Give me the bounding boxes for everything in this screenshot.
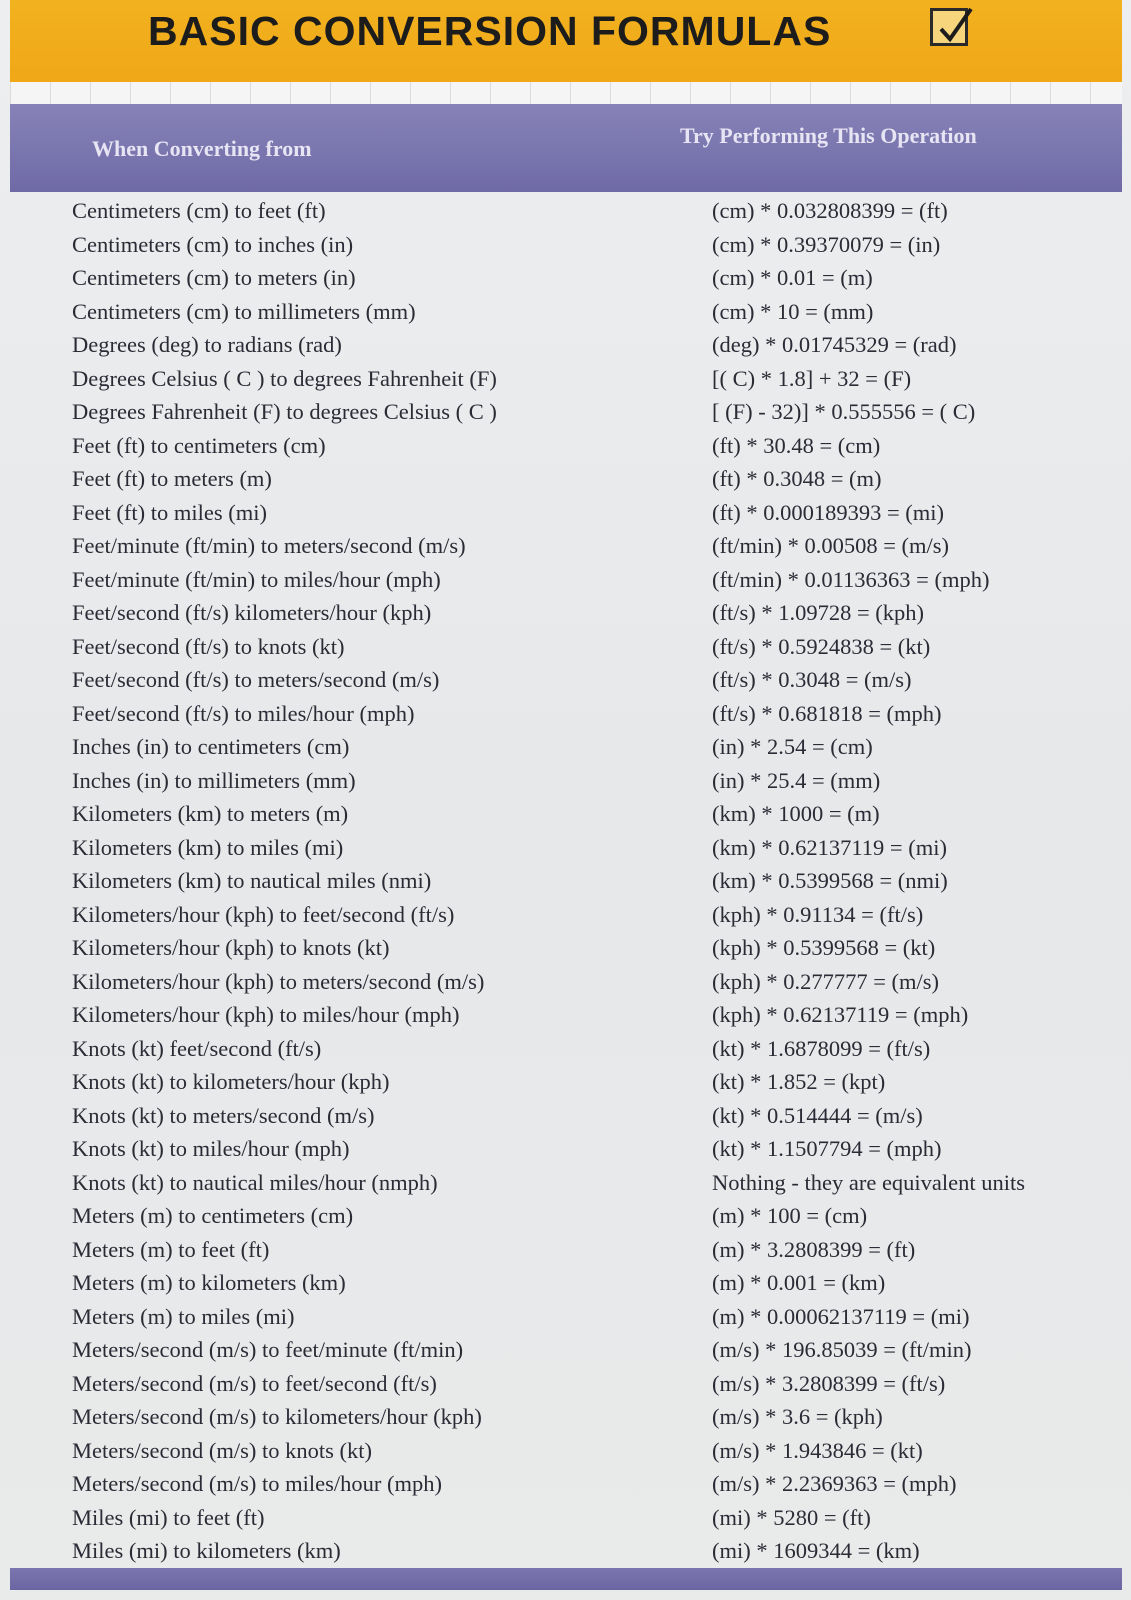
table-row — [0, 533, 1131, 566]
conversion-from: Meters/second (m/s) to miles/hour (mph) — [72, 1471, 442, 1496]
table-row — [0, 1505, 1131, 1538]
conversion-from: Degrees (deg) to radians (rad) — [72, 332, 342, 357]
conversion-operation: (kt) * 1.1507794 = (mph) — [712, 1136, 942, 1161]
table-row — [0, 1170, 1131, 1203]
bottom-band — [10, 1568, 1122, 1590]
table-row — [0, 1136, 1131, 1169]
table-row — [0, 768, 1131, 801]
conversion-from: Meters/second (m/s) to feet/minute (ft/min) — [72, 1337, 464, 1362]
table-row — [0, 1069, 1131, 1102]
table-row — [0, 1538, 1131, 1571]
conversion-operation: (m) * 100 = (cm) — [712, 1203, 868, 1228]
conversion-operation: (kt) * 1.6878099 = (ft/s) — [712, 1035, 931, 1061]
conversion-from: Feet/second (ft/s) to knots (kt) — [72, 633, 345, 659]
conversion-operation: (m/s) * 1.943846 = (kt) — [712, 1437, 923, 1463]
conversion-from: Meters (m) to feet (ft) — [72, 1236, 270, 1262]
conversion-operation: (ft/min) * 0.01136363 = (mph) — [712, 566, 990, 592]
conversion-operation: (mi) * 1609344 = (km) — [712, 1538, 920, 1563]
conversion-from: Meters/second (m/s) to knots (kt) — [72, 1437, 372, 1463]
conversion-operation: (km) * 1000 = (m) — [712, 801, 880, 826]
page-title: BASIC CONVERSION FORMULAS — [148, 8, 832, 54]
table-row — [0, 500, 1131, 533]
conversion-from: Kilometers/hour (kph) to miles/hour (mph) — [72, 1002, 460, 1027]
conversion-from: Degrees Celsius ( C ) to degrees Fahrenheit (F) — [72, 365, 497, 391]
conversion-operation: (in) * 2.54 = (cm) — [712, 734, 873, 759]
conversion-from: Meters (m) to centimeters (cm) — [72, 1203, 354, 1228]
table-row — [0, 667, 1131, 700]
conversion-operation: (m/s) * 3.6 = (kph) — [712, 1404, 883, 1429]
conversion-operation: (ft/s) * 1.09728 = (kph) — [712, 600, 925, 625]
table-row — [0, 902, 1131, 935]
conversion-from: Centimeters (cm) to millimeters (mm) — [72, 298, 416, 324]
table-row — [0, 198, 1131, 231]
conversion-from: Miles (mi) to kilometers (km) — [72, 1538, 341, 1563]
conversion-from: Meters (m) to miles (mi) — [72, 1303, 295, 1329]
conversion-operation: (m/s) * 196.85039 = (ft/min) — [712, 1337, 972, 1362]
table-row — [0, 1404, 1131, 1437]
table-row — [0, 1304, 1131, 1337]
conversion-from: Kilometers/hour (kph) to meters/second (m/s) — [72, 968, 485, 994]
conversion-from: Kilometers/hour (kph) to feet/second (ft/s) — [72, 901, 455, 927]
conversion-from: Degrees Fahrenheit (F) to degrees Celsius ( C ) — [72, 399, 497, 424]
conversion-operation: (mi) * 5280 = (ft) — [712, 1504, 871, 1530]
conversion-from: Centimeters (cm) to inches (in) — [72, 231, 354, 257]
conversion-from: Meters/second (m/s) to kilometers/hour (kph) — [72, 1404, 482, 1429]
conversion-operation: (cm) * 10 = (mm) — [712, 298, 874, 324]
conversion-operation: (m) * 0.001 = (km) — [712, 1270, 886, 1295]
conversion-operation: (kt) * 1.852 = (kpt) — [712, 1069, 886, 1094]
table-row — [0, 935, 1131, 968]
conversion-operation: (deg) * 0.01745329 = (rad) — [712, 332, 957, 357]
table-row — [0, 1237, 1131, 1270]
conversion-operation: (m/s) * 2.2369363 = (mph) — [712, 1471, 957, 1496]
conversion-operation: (in) * 25.4 = (mm) — [712, 767, 881, 793]
conversion-from: Feet (ft) to meters (m) — [72, 466, 272, 491]
conversion-from: Knots (kt) to miles/hour (mph) — [72, 1136, 350, 1161]
conversion-from: Kilometers (km) to nautical miles (nmi) — [72, 868, 432, 893]
table-row — [0, 1002, 1131, 1035]
conversion-from: Feet (ft) to miles (mi) — [72, 499, 267, 525]
column-header-from: When Converting from — [92, 136, 312, 161]
table-row — [0, 1471, 1131, 1504]
conversion-from: Knots (kt) to meters/second (m/s) — [72, 1102, 375, 1128]
conversion-from: Centimeters (cm) to meters (in) — [72, 265, 356, 290]
table-row — [0, 1270, 1131, 1303]
conversion-operation: [ (F) - 32)] * 0.555556 = ( C) — [712, 399, 976, 424]
table-row — [0, 567, 1131, 600]
conversion-operation: (ft/s) * 0.5924838 = (kt) — [712, 633, 931, 659]
table-row — [0, 835, 1131, 868]
conversion-from: Miles (mi) to feet (ft) — [72, 1504, 265, 1530]
conversion-from: Kilometers (km) to meters (m) — [72, 801, 349, 826]
table-row — [0, 1203, 1131, 1236]
table-row — [0, 265, 1131, 298]
conversion-from: Feet/second (ft/s) to meters/second (m/s) — [72, 667, 440, 692]
conversion-operation: (ft/s) * 0.681818 = (mph) — [712, 700, 942, 726]
column-header-operation: Try Performing This Operation — [680, 123, 977, 148]
conversion-from: Feet/second (ft/s) to miles/hour (mph) — [72, 700, 415, 726]
table-row — [0, 701, 1131, 734]
conversion-operation: (kph) * 0.62137119 = (mph) — [712, 1002, 969, 1027]
conversion-operation: (kt) * 0.514444 = (m/s) — [712, 1102, 923, 1128]
conversion-from: Meters (m) to kilometers (km) — [72, 1270, 346, 1295]
table-row — [0, 634, 1131, 667]
conversion-operation: (cm) * 0.01 = (m) — [712, 265, 873, 290]
conversion-operation: (ft) * 0.3048 = (m) — [712, 466, 882, 491]
conversion-from: Inches (in) to centimeters (cm) — [72, 734, 350, 759]
conversion-from: Feet/second (ft/s) kilometers/hour (kph) — [72, 600, 432, 625]
conversion-operation: (m) * 3.2808399 = (ft) — [712, 1236, 916, 1262]
conversion-operation: (kph) * 0.277777 = (m/s) — [712, 968, 940, 994]
conversion-from: Inches (in) to millimeters (mm) — [72, 767, 356, 793]
table-row — [0, 299, 1131, 332]
grid-strip — [10, 82, 1122, 104]
conversion-from: Knots (kt) feet/second (ft/s) — [72, 1035, 322, 1061]
conversion-from: Feet/minute (ft/min) to miles/hour (mph) — [72, 566, 441, 592]
conversion-operation: (kph) * 0.5399568 = (kt) — [712, 935, 936, 960]
conversion-from: Knots (kt) to nautical miles/hour (nmph) — [72, 1169, 438, 1195]
conversion-from: Meters/second (m/s) to feet/second (ft/s) — [72, 1370, 437, 1396]
conversion-from: Kilometers/hour (kph) to knots (kt) — [72, 935, 390, 960]
table-row — [0, 332, 1131, 365]
table-row — [0, 1371, 1131, 1404]
conversion-operation: (m) * 0.00062137119 = (mi) — [712, 1303, 970, 1329]
table-row — [0, 969, 1131, 1002]
table-row — [0, 868, 1131, 901]
table-row — [0, 734, 1131, 767]
conversion-operation: (km) * 0.62137119 = (mi) — [712, 834, 947, 860]
conversion-operation: (cm) * 0.39370079 = (in) — [712, 231, 941, 257]
table-row — [0, 1103, 1131, 1136]
table-row — [0, 600, 1131, 633]
table-row — [0, 399, 1131, 432]
conversion-operation: (m/s) * 3.2808399 = (ft/s) — [712, 1370, 946, 1396]
conversion-operation: (km) * 0.5399568 = (nmi) — [712, 868, 948, 893]
conversion-from: Centimeters (cm) to feet (ft) — [72, 198, 326, 223]
conversion-operation: (ft) * 30.48 = (cm) — [712, 432, 881, 458]
conversion-operation: [( C) * 1.8] + 32 = (F) — [712, 365, 912, 391]
table-row — [0, 232, 1131, 265]
table-row — [0, 1337, 1131, 1370]
table-row — [0, 1036, 1131, 1069]
conversion-from: Kilometers (km) to miles (mi) — [72, 834, 344, 860]
table-row — [0, 801, 1131, 834]
conversion-operation: (ft/min) * 0.00508 = (m/s) — [712, 533, 950, 558]
conversion-operation: (ft) * 0.000189393 = (mi) — [712, 499, 945, 525]
conversion-from: Knots (kt) to kilometers/hour (kph) — [72, 1069, 390, 1094]
conversion-operation: (ft/s) * 0.3048 = (m/s) — [712, 667, 912, 692]
conversion-from: Feet/minute (ft/min) to meters/second (m/s) — [72, 533, 466, 558]
checkmark-icon — [930, 8, 968, 46]
table-row — [0, 433, 1131, 466]
table-row — [0, 366, 1131, 399]
conversion-operation: (kph) * 0.91134 = (ft/s) — [712, 901, 924, 927]
conversion-from: Feet (ft) to centimeters (cm) — [72, 432, 326, 458]
conversion-operation: Nothing - they are equivalent units — [712, 1169, 1026, 1195]
table-row — [0, 466, 1131, 499]
conversion-operation: (cm) * 0.032808399 = (ft) — [712, 198, 948, 223]
table-row — [0, 1438, 1131, 1471]
